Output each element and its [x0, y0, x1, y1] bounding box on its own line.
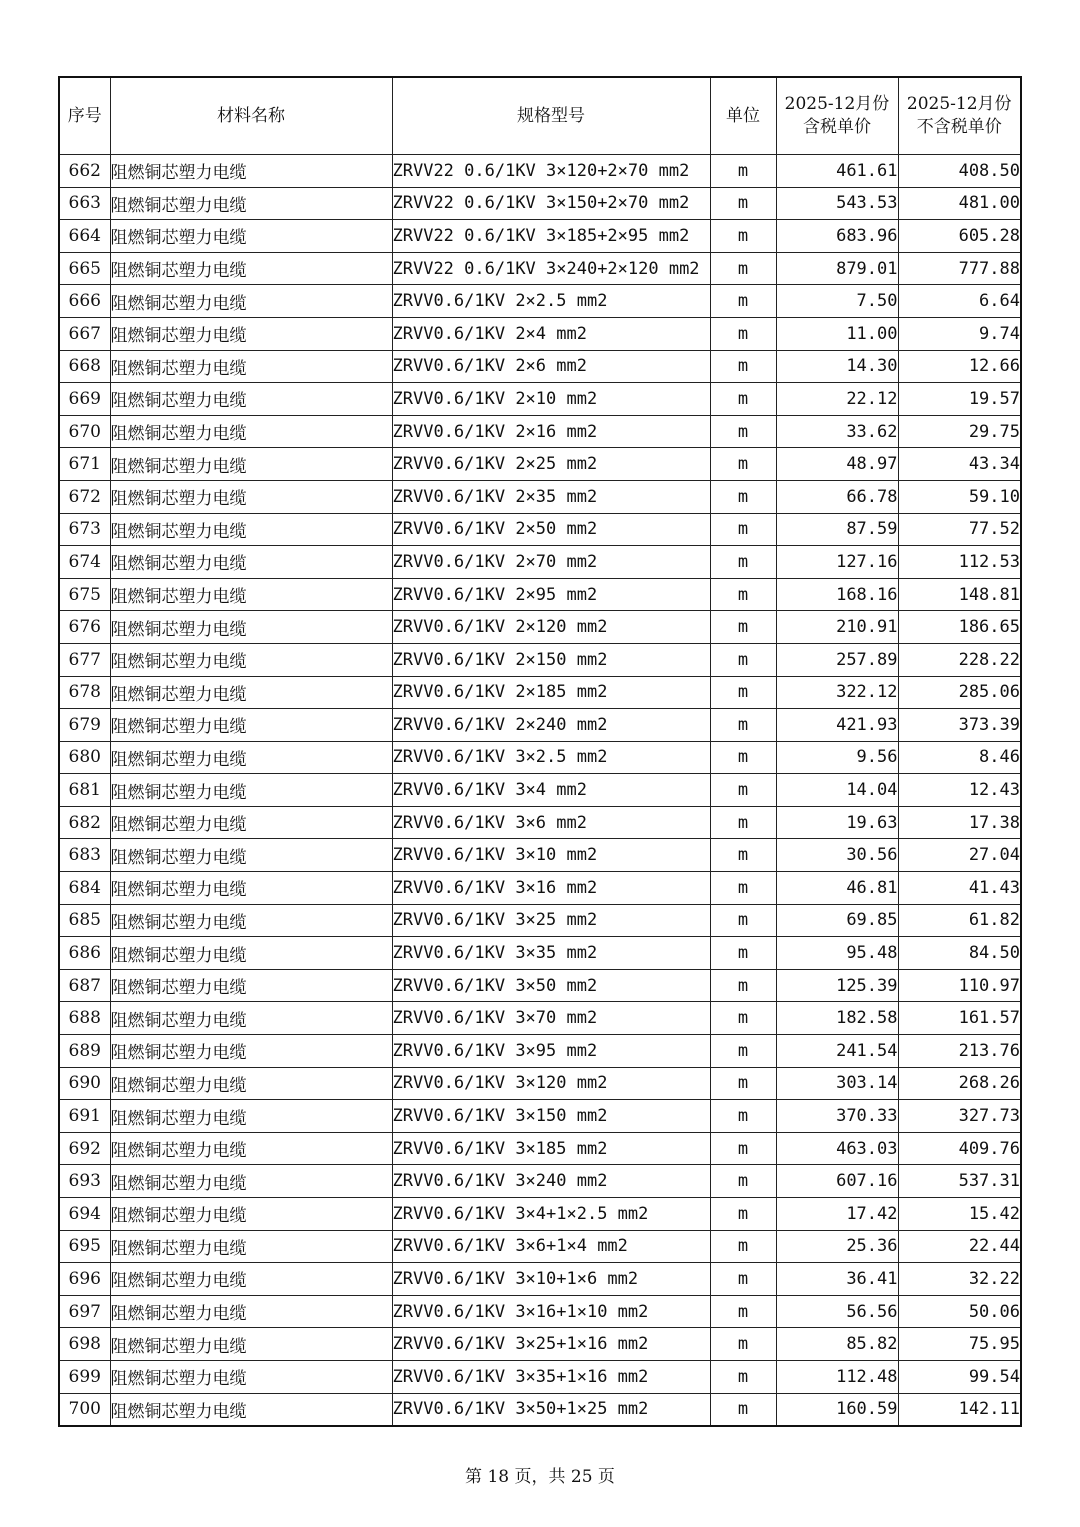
cell-unit: m: [710, 1230, 776, 1263]
cell-price-without-tax: 142.11: [898, 1393, 1021, 1426]
cell-material-name: 阻燃铜芯塑力电缆: [110, 1295, 392, 1328]
cell-price-with-tax: 14.30: [776, 350, 898, 383]
cell-price-with-tax: 19.63: [776, 806, 898, 839]
table-row: [59, 1165, 1021, 1198]
cell-unit: m: [710, 806, 776, 839]
table-row: [59, 839, 1021, 872]
table-row: [59, 806, 1021, 839]
cell-price-without-tax: 537.31: [898, 1165, 1021, 1198]
cell-price-with-tax: 33.62: [776, 415, 898, 448]
cell-spec-model: ZRVV0.6/1KV 3×2.5 mm2: [392, 741, 710, 774]
cell-price-without-tax: 268.26: [898, 1067, 1021, 1100]
cell-price-without-tax: 6.64: [898, 285, 1021, 318]
cell-seq: 681: [59, 774, 110, 807]
cell-spec-model: ZRVV0.6/1KV 2×70 mm2: [392, 546, 710, 579]
table-row: [59, 415, 1021, 448]
cell-seq: 696: [59, 1263, 110, 1296]
cell-price-with-tax: 11.00: [776, 317, 898, 350]
cell-price-without-tax: 41.43: [898, 872, 1021, 905]
table-row: [59, 448, 1021, 481]
cell-seq: 683: [59, 839, 110, 872]
cell-seq: 677: [59, 643, 110, 676]
cell-seq: 682: [59, 806, 110, 839]
table-row: [59, 937, 1021, 970]
cell-spec-model: ZRVV0.6/1KV 3×4+1×2.5 mm2: [392, 1198, 710, 1231]
table-row: [59, 317, 1021, 350]
cell-price-with-tax: 543.53: [776, 187, 898, 220]
cell-price-without-tax: 43.34: [898, 448, 1021, 481]
table-row: [59, 1230, 1021, 1263]
cell-spec-model: ZRVV0.6/1KV 3×16 mm2: [392, 872, 710, 905]
cell-price-with-tax: 14.04: [776, 774, 898, 807]
cell-seq: 685: [59, 904, 110, 937]
cell-price-without-tax: 12.66: [898, 350, 1021, 383]
cell-spec-model: ZRVV0.6/1KV 3×4 mm2: [392, 774, 710, 807]
cell-material-name: 阻燃铜芯塑力电缆: [110, 709, 392, 742]
table-row: [59, 611, 1021, 644]
cell-spec-model: ZRVV0.6/1KV 3×35 mm2: [392, 937, 710, 970]
cell-price-with-tax: 112.48: [776, 1360, 898, 1393]
cell-price-with-tax: 257.89: [776, 643, 898, 676]
cell-price-with-tax: 87.59: [776, 513, 898, 546]
cell-price-without-tax: 285.06: [898, 676, 1021, 709]
table-row: [59, 578, 1021, 611]
cell-material-name: 阻燃铜芯塑力电缆: [110, 872, 392, 905]
cell-price-without-tax: 186.65: [898, 611, 1021, 644]
header-price-without-tax: [898, 77, 1021, 155]
cell-spec-model: ZRVV0.6/1KV 2×50 mm2: [392, 513, 710, 546]
cell-material-name: 阻燃铜芯塑力电缆: [110, 839, 392, 872]
cell-price-with-tax: 36.41: [776, 1263, 898, 1296]
header-price-with-tax: [776, 77, 898, 155]
cell-price-with-tax: 607.16: [776, 1165, 898, 1198]
header-spec-model: 规格型号: [392, 77, 710, 155]
cell-unit: m: [710, 220, 776, 253]
cell-spec-model: ZRVV0.6/1KV 3×10 mm2: [392, 839, 710, 872]
header-seq: 序号: [59, 77, 110, 155]
table-row: [59, 1035, 1021, 1068]
cell-price-without-tax: 84.50: [898, 937, 1021, 970]
cell-seq: 676: [59, 611, 110, 644]
cell-seq: 699: [59, 1360, 110, 1393]
cell-unit: m: [710, 415, 776, 448]
cell-material-name: 阻燃铜芯塑力电缆: [110, 1002, 392, 1035]
table-row: [59, 480, 1021, 513]
cell-seq: 690: [59, 1067, 110, 1100]
cell-price-with-tax: 125.39: [776, 969, 898, 1002]
cell-spec-model: ZRVV0.6/1KV 3×95 mm2: [392, 1035, 710, 1068]
cell-price-with-tax: 17.42: [776, 1198, 898, 1231]
cell-unit: m: [710, 1360, 776, 1393]
cell-price-with-tax: 182.58: [776, 1002, 898, 1035]
cell-material-name: 阻燃铜芯塑力电缆: [110, 252, 392, 285]
table-row: [59, 709, 1021, 742]
cell-price-with-tax: 22.12: [776, 383, 898, 416]
table-row: [59, 546, 1021, 579]
cell-seq: 692: [59, 1132, 110, 1165]
table-row: [59, 643, 1021, 676]
table-row: [59, 1067, 1021, 1100]
cell-price-with-tax: 69.85: [776, 904, 898, 937]
cell-material-name: 阻燃铜芯塑力电缆: [110, 676, 392, 709]
cell-price-with-tax: 461.61: [776, 155, 898, 188]
cell-seq: 664: [59, 220, 110, 253]
cell-unit: m: [710, 1295, 776, 1328]
cell-seq: 688: [59, 1002, 110, 1035]
cell-spec-model: ZRVV0.6/1KV 3×25 mm2: [392, 904, 710, 937]
cell-material-name: 阻燃铜芯塑力电缆: [110, 611, 392, 644]
cell-unit: m: [710, 1067, 776, 1100]
cell-spec-model: ZRVV0.6/1KV 3×150 mm2: [392, 1100, 710, 1133]
cell-spec-model: ZRVV0.6/1KV 3×10+1×6 mm2: [392, 1263, 710, 1296]
cell-price-with-tax: 85.82: [776, 1328, 898, 1361]
cell-price-without-tax: 481.00: [898, 187, 1021, 220]
cell-spec-model: ZRVV22 0.6/1KV 3×150+2×70 mm2: [392, 187, 710, 220]
cell-price-without-tax: 9.74: [898, 317, 1021, 350]
table-row: [59, 1263, 1021, 1296]
cell-price-without-tax: 77.52: [898, 513, 1021, 546]
cell-unit: m: [710, 1393, 776, 1426]
cell-price-without-tax: 50.06: [898, 1295, 1021, 1328]
cell-price-without-tax: 161.57: [898, 1002, 1021, 1035]
cell-price-without-tax: 408.50: [898, 155, 1021, 188]
cell-price-with-tax: 127.16: [776, 546, 898, 579]
cell-price-with-tax: 56.56: [776, 1295, 898, 1328]
cell-price-without-tax: 112.53: [898, 546, 1021, 579]
cell-price-with-tax: 95.48: [776, 937, 898, 970]
cell-unit: m: [710, 676, 776, 709]
table-row: [59, 220, 1021, 253]
cell-material-name: 阻燃铜芯塑力电缆: [110, 285, 392, 318]
cell-unit: m: [710, 904, 776, 937]
table-row: [59, 774, 1021, 807]
cell-price-without-tax: 110.97: [898, 969, 1021, 1002]
cell-seq: 673: [59, 513, 110, 546]
cell-unit: m: [710, 317, 776, 350]
cell-spec-model: ZRVV0.6/1KV 3×120 mm2: [392, 1067, 710, 1100]
cell-unit: m: [710, 252, 776, 285]
cell-price-with-tax: 48.97: [776, 448, 898, 481]
cell-material-name: 阻燃铜芯塑力电缆: [110, 1165, 392, 1198]
table-row: [59, 676, 1021, 709]
cell-price-with-tax: 463.03: [776, 1132, 898, 1165]
table-row: [59, 187, 1021, 220]
cell-unit: m: [710, 187, 776, 220]
table-row: [59, 872, 1021, 905]
cell-spec-model: ZRVV22 0.6/1KV 3×120+2×70 mm2: [392, 155, 710, 188]
cell-seq: 671: [59, 448, 110, 481]
cell-price-with-tax: 46.81: [776, 872, 898, 905]
cell-material-name: 阻燃铜芯塑力电缆: [110, 937, 392, 970]
cell-material-name: 阻燃铜芯塑力电缆: [110, 546, 392, 579]
cell-price-with-tax: 7.50: [776, 285, 898, 318]
cell-spec-model: ZRVV0.6/1KV 2×95 mm2: [392, 578, 710, 611]
cell-spec-model: ZRVV0.6/1KV 3×50+1×25 mm2: [392, 1393, 710, 1426]
cell-unit: m: [710, 872, 776, 905]
cell-seq: 695: [59, 1230, 110, 1263]
cell-unit: m: [710, 1328, 776, 1361]
cell-price-without-tax: 15.42: [898, 1198, 1021, 1231]
cell-unit: m: [710, 1198, 776, 1231]
cell-material-name: 阻燃铜芯塑力电缆: [110, 774, 392, 807]
cell-price-without-tax: 228.22: [898, 643, 1021, 676]
cell-price-with-tax: 683.96: [776, 220, 898, 253]
cell-price-without-tax: 12.43: [898, 774, 1021, 807]
cell-material-name: 阻燃铜芯塑力电缆: [110, 1198, 392, 1231]
cell-spec-model: ZRVV0.6/1KV 3×6 mm2: [392, 806, 710, 839]
cell-seq: 698: [59, 1328, 110, 1361]
cell-material-name: 阻燃铜芯塑力电缆: [110, 350, 392, 383]
cell-seq: 700: [59, 1393, 110, 1426]
header-price-with-tax-label: 含税单价: [803, 117, 871, 137]
table-row: [59, 1328, 1021, 1361]
header-price-without-tax-period: 2025-12月份: [906, 94, 1012, 114]
cell-price-without-tax: 99.54: [898, 1360, 1021, 1393]
cell-material-name: 阻燃铜芯塑力电缆: [110, 969, 392, 1002]
cell-spec-model: ZRVV0.6/1KV 3×25+1×16 mm2: [392, 1328, 710, 1361]
cell-unit: m: [710, 611, 776, 644]
cell-spec-model: ZRVV0.6/1KV 3×35+1×16 mm2: [392, 1360, 710, 1393]
cell-seq: 670: [59, 415, 110, 448]
cell-unit: m: [710, 383, 776, 416]
cell-unit: m: [710, 774, 776, 807]
cell-price-without-tax: 373.39: [898, 709, 1021, 742]
cell-spec-model: ZRVV0.6/1KV 3×50 mm2: [392, 969, 710, 1002]
cell-unit: m: [710, 155, 776, 188]
cell-price-without-tax: 61.82: [898, 904, 1021, 937]
cell-material-name: 阻燃铜芯塑力电缆: [110, 1393, 392, 1426]
cell-price-without-tax: 213.76: [898, 1035, 1021, 1068]
cell-seq: 675: [59, 578, 110, 611]
cell-spec-model: ZRVV0.6/1KV 2×150 mm2: [392, 643, 710, 676]
cell-spec-model: ZRVV0.6/1KV 2×6 mm2: [392, 350, 710, 383]
header-price-without-tax-label: 不含税单价: [916, 117, 1002, 137]
cell-material-name: 阻燃铜芯塑力电缆: [110, 1263, 392, 1296]
cell-spec-model: ZRVV22 0.6/1KV 3×240+2×120 mm2: [392, 252, 710, 285]
header-material-name: 材料名称: [110, 77, 392, 155]
table-row: [59, 350, 1021, 383]
cell-unit: m: [710, 1263, 776, 1296]
cell-price-without-tax: 605.28: [898, 220, 1021, 253]
cell-spec-model: ZRVV0.6/1KV 2×2.5 mm2: [392, 285, 710, 318]
cell-unit: m: [710, 1165, 776, 1198]
table-row: [59, 1198, 1021, 1231]
cell-price-without-tax: 148.81: [898, 578, 1021, 611]
cell-unit: m: [710, 1035, 776, 1068]
cell-spec-model: ZRVV0.6/1KV 2×120 mm2: [392, 611, 710, 644]
page-indicator: 第 18 页，共 25 页: [465, 1467, 615, 1487]
cell-material-name: 阻燃铜芯塑力电缆: [110, 1230, 392, 1263]
cell-seq: 669: [59, 383, 110, 416]
cell-unit: m: [710, 1002, 776, 1035]
table-body: [59, 155, 1021, 1427]
cell-material-name: 阻燃铜芯塑力电缆: [110, 741, 392, 774]
cell-material-name: 阻燃铜芯塑力电缆: [110, 806, 392, 839]
cell-unit: m: [710, 741, 776, 774]
table-header-row: [59, 77, 1021, 155]
cell-seq: 693: [59, 1165, 110, 1198]
cell-price-with-tax: 421.93: [776, 709, 898, 742]
cell-material-name: 阻燃铜芯塑力电缆: [110, 480, 392, 513]
cell-spec-model: ZRVV0.6/1KV 3×70 mm2: [392, 1002, 710, 1035]
cell-spec-model: ZRVV0.6/1KV 3×6+1×4 mm2: [392, 1230, 710, 1263]
cell-price-without-tax: 8.46: [898, 741, 1021, 774]
table-row: [59, 1295, 1021, 1328]
cell-price-with-tax: 9.56: [776, 741, 898, 774]
cell-material-name: 阻燃铜芯塑力电缆: [110, 904, 392, 937]
cell-seq: 672: [59, 480, 110, 513]
table-row: [59, 1132, 1021, 1165]
table-row: [59, 285, 1021, 318]
cell-unit: m: [710, 480, 776, 513]
cell-price-without-tax: 777.88: [898, 252, 1021, 285]
header-unit: 单位: [710, 77, 776, 155]
cell-material-name: 阻燃铜芯塑力电缆: [110, 1360, 392, 1393]
cell-seq: 678: [59, 676, 110, 709]
cell-price-with-tax: 303.14: [776, 1067, 898, 1100]
cell-spec-model: ZRVV0.6/1KV 3×240 mm2: [392, 1165, 710, 1198]
table-row: [59, 904, 1021, 937]
cell-price-with-tax: 66.78: [776, 480, 898, 513]
table-row: [59, 1002, 1021, 1035]
cell-price-without-tax: 327.73: [898, 1100, 1021, 1133]
cell-seq: 694: [59, 1198, 110, 1231]
header-price-with-tax-period: 2025-12月份: [784, 94, 890, 114]
cell-price-without-tax: 27.04: [898, 839, 1021, 872]
cell-seq: 666: [59, 285, 110, 318]
cell-material-name: 阻燃铜芯塑力电缆: [110, 1132, 392, 1165]
cell-price-without-tax: 19.57: [898, 383, 1021, 416]
cell-unit: m: [710, 969, 776, 1002]
cell-spec-model: ZRVV0.6/1KV 3×185 mm2: [392, 1132, 710, 1165]
cell-unit: m: [710, 285, 776, 318]
table-row: [59, 383, 1021, 416]
cell-seq: 691: [59, 1100, 110, 1133]
cell-material-name: 阻燃铜芯塑力电缆: [110, 513, 392, 546]
table-row: [59, 741, 1021, 774]
cell-material-name: 阻燃铜芯塑力电缆: [110, 1035, 392, 1068]
cell-price-without-tax: 32.22: [898, 1263, 1021, 1296]
cell-unit: m: [710, 350, 776, 383]
table-row: [59, 1360, 1021, 1393]
cell-price-without-tax: 409.76: [898, 1132, 1021, 1165]
cell-unit: m: [710, 937, 776, 970]
cell-material-name: 阻燃铜芯塑力电缆: [110, 317, 392, 350]
cell-unit: m: [710, 448, 776, 481]
cell-spec-model: ZRVV0.6/1KV 2×35 mm2: [392, 480, 710, 513]
cell-seq: 674: [59, 546, 110, 579]
cell-spec-model: ZRVV0.6/1KV 2×25 mm2: [392, 448, 710, 481]
cell-seq: 684: [59, 872, 110, 905]
cell-unit: m: [710, 1100, 776, 1133]
cell-price-with-tax: 30.56: [776, 839, 898, 872]
table-row: [59, 252, 1021, 285]
cell-spec-model: ZRVV0.6/1KV 2×10 mm2: [392, 383, 710, 416]
cell-price-with-tax: 210.91: [776, 611, 898, 644]
table-row: [59, 1393, 1021, 1426]
table-row: [59, 155, 1021, 188]
cell-material-name: 阻燃铜芯塑力电缆: [110, 220, 392, 253]
cell-material-name: 阻燃铜芯塑力电缆: [110, 1100, 392, 1133]
cell-material-name: 阻燃铜芯塑力电缆: [110, 1328, 392, 1361]
cell-unit: m: [710, 709, 776, 742]
cell-spec-model: ZRVV0.6/1KV 2×185 mm2: [392, 676, 710, 709]
cell-unit: m: [710, 643, 776, 676]
cell-material-name: 阻燃铜芯塑力电缆: [110, 383, 392, 416]
cell-spec-model: ZRVV0.6/1KV 2×4 mm2: [392, 317, 710, 350]
cell-unit: m: [710, 578, 776, 611]
cell-price-with-tax: 322.12: [776, 676, 898, 709]
cell-seq: 680: [59, 741, 110, 774]
cell-price-without-tax: 59.10: [898, 480, 1021, 513]
cell-unit: m: [710, 839, 776, 872]
table-row: [59, 1100, 1021, 1133]
cell-price-with-tax: 160.59: [776, 1393, 898, 1426]
cell-seq: 663: [59, 187, 110, 220]
cell-unit: m: [710, 513, 776, 546]
cell-price-with-tax: 370.33: [776, 1100, 898, 1133]
cell-seq: 679: [59, 709, 110, 742]
cell-price-with-tax: 25.36: [776, 1230, 898, 1263]
cell-price-with-tax: 241.54: [776, 1035, 898, 1068]
cell-spec-model: ZRVV0.6/1KV 2×16 mm2: [392, 415, 710, 448]
cell-material-name: 阻燃铜芯塑力电缆: [110, 578, 392, 611]
cell-seq: 662: [59, 155, 110, 188]
cell-material-name: 阻燃铜芯塑力电缆: [110, 155, 392, 188]
cell-seq: 689: [59, 1035, 110, 1068]
cell-spec-model: ZRVV0.6/1KV 2×240 mm2: [392, 709, 710, 742]
cell-seq: 686: [59, 937, 110, 970]
cell-seq: 697: [59, 1295, 110, 1328]
cell-material-name: 阻燃铜芯塑力电缆: [110, 415, 392, 448]
cell-material-name: 阻燃铜芯塑力电缆: [110, 448, 392, 481]
cell-seq: 667: [59, 317, 110, 350]
cell-seq: 687: [59, 969, 110, 1002]
cell-price-without-tax: 75.95: [898, 1328, 1021, 1361]
cell-material-name: 阻燃铜芯塑力电缆: [110, 643, 392, 676]
cell-spec-model: ZRVV0.6/1KV 3×16+1×10 mm2: [392, 1295, 710, 1328]
cell-spec-model: ZRVV22 0.6/1KV 3×185+2×95 mm2: [392, 220, 710, 253]
table-row: [59, 969, 1021, 1002]
cell-seq: 668: [59, 350, 110, 383]
table-row: [59, 513, 1021, 546]
cell-price-with-tax: 168.16: [776, 578, 898, 611]
cell-unit: m: [710, 546, 776, 579]
cell-price-without-tax: 22.44: [898, 1230, 1021, 1263]
cell-price-without-tax: 17.38: [898, 806, 1021, 839]
price-table: [58, 76, 1022, 1427]
cell-seq: 665: [59, 252, 110, 285]
cell-unit: m: [710, 1132, 776, 1165]
cell-price-without-tax: 29.75: [898, 415, 1021, 448]
cell-material-name: 阻燃铜芯塑力电缆: [110, 1067, 392, 1100]
cell-price-with-tax: 879.01: [776, 252, 898, 285]
cell-material-name: 阻燃铜芯塑力电缆: [110, 187, 392, 220]
